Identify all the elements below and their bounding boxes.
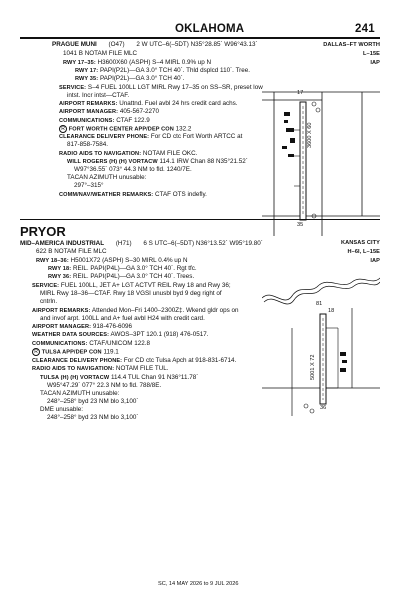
prague-rwy-num-bottom: 35 (297, 222, 304, 228)
prague-airport-diagram (262, 66, 380, 236)
page-number: 241 (355, 23, 375, 35)
header-rule (20, 37, 380, 39)
pryor-line2: 622 B NOTAM FILE MLC (36, 248, 107, 255)
prague-chart-1: L–15E (363, 51, 380, 57)
pryor-tacan-2: 248°–258° byd 23 NM blo 3,100´ (47, 398, 139, 405)
separator-rule (20, 219, 380, 220)
prague-rwy-num-top: 17 (297, 90, 304, 96)
pryor-rwy36: RWY 36: REIL. PAPI(P4L)—GA 3.0° TCH 40´. Trees. (48, 273, 195, 280)
prague-manager: AIRPORT MANAGER: 405-567-2270 (59, 108, 160, 115)
pryor-rwy-num-bottom: 36 (320, 405, 327, 411)
prague-comms: COMMUNICATIONS: CTAF 122.9 (59, 117, 150, 124)
prague-diagram-svg (262, 66, 380, 236)
prague-rwy35: RWY 35: PAPI(P2L)—GA 3.0° TCH 40´. (75, 75, 185, 82)
prague-rwy17: RWY 17: PAPI(P2L)—GA 3.0° TCH 40´. Thld dsplcd 110´. Tree. (75, 67, 251, 74)
pryor-radio: RADIO AIDS TO NAVIGATION: NOTAM FILE TUL. (32, 365, 169, 372)
pryor-header-rest: 6 S UTC–6(–5DT) N36°13.52´ W95°19.80´ (143, 240, 263, 247)
pryor-chart-2: IAP (370, 258, 380, 264)
prague-vortac-2: W97°36.55´ 073° 44.3 NM to fld. 1240/7E. (74, 166, 192, 173)
pryor-service-3: cntrln. (40, 298, 58, 305)
prague-tacan-2: 297°–315° (74, 182, 104, 189)
prague-service-2: intst. Incr intst—CTAF. (67, 92, 130, 99)
prague-clearance-2: 817-858-7584. (67, 141, 108, 148)
pryor-tacan: TACAN AZIMUTH unusable: (40, 390, 120, 397)
pryor-manager: AIRPORT MANAGER: 918-476-6096 (32, 323, 133, 330)
prague-tacan: TACAN AZIMUTH unusable: (67, 174, 147, 181)
prague-comm-nav: COMM/NAV/WEATHER REMARKS: CTAF OTS indefly. (59, 191, 207, 198)
pryor-dme-2: 248°–258° byd 23 NM blo 3,100´ (47, 414, 139, 421)
page-footer: SC, 14 MAY 2026 to 9 JUL 2026 (158, 581, 239, 587)
pryor-ident: (H71) (115, 240, 132, 247)
pryor-weather: WEATHER DATA SOURCES: AWOS–3PT 120.1 (918) 476-0517. (32, 331, 209, 338)
prague-appdep: R FORT WORTH CENTER APP/DEP CON 132.2 (59, 125, 191, 135)
pryor-rwy18: RWY 18: REIL. PAPI(P4L)—GA 3.0° TCH 40´. Rgt tfc. (48, 265, 197, 272)
prague-vortac: WILL ROGERS (H) (H) VORTACW 114.1 IRW Chan 88 N35°21.52´ (67, 158, 248, 165)
pryor-remarks-2: and invof arpt. 100LL and A+ fuel avbl H24 with credit card. (40, 315, 205, 322)
pryor-city-heading: PRYOR (20, 224, 66, 239)
pryor-vortac-2: W95°47.29´ 077° 22.3 NM to fld. 788/8E. (47, 382, 162, 389)
pryor-airport-diagram (262, 268, 380, 416)
pryor-appdep: R TULSA APP/DEP CON 119.1 (32, 348, 119, 358)
pryor-chart-1: H–6I, L–15E (347, 249, 380, 255)
pryor-rwy: RWY 18–36: H5001X72 (ASPH) S–30 MIRL 0.4% up N (36, 257, 188, 264)
pryor-region: KANSAS CITY (340, 240, 380, 246)
pryor-vortac: TULSA (H) (H) VORTACW 114.4 TUL Chan 91 N36°11.78´ (40, 374, 199, 381)
prague-line2: 1041 B NOTAM FILE MLC (63, 50, 138, 57)
pryor-service-2: MIRL Rwy 18–36—CTAF. Rwy 18 VGSI unusbl byd 9 deg right of (40, 290, 222, 297)
pryor-title-line (20, 240, 263, 248)
star-icon: R (32, 348, 40, 356)
pryor-service: SERVICE: FUEL 100LL, JET A+ LGT ACTVT REIL Rwy 18 and Rwy 36; (32, 282, 231, 289)
pryor-comms: COMMUNICATIONS: CTAF/UNICOM 122.8 (32, 340, 150, 347)
prague-clearance: CLEARANCE DELIVERY PHONE: For CD ctc Fort Worth ARTCC at (59, 133, 243, 140)
prague-service: SERVICE: S–4 FUEL 100LL LGT MIRL Rwy 17–35 on SS–SR, preset low (59, 84, 263, 91)
prague-ident: (O47) (108, 41, 125, 48)
prague-remarks: AIRPORT REMARKS: Unattnd. Fuel avbl 24 hrs credit card achs. (59, 100, 238, 107)
prague-chart-2: IAP (370, 60, 380, 66)
prague-header-rest: 2 W UTC–6(–5DT) N35°28.85´ W96°43.13´ (136, 41, 258, 48)
pryor-diagram-svg (262, 268, 380, 416)
prague-airport-name: PRAGUE MUNI (52, 41, 97, 48)
pryor-remarks: AIRPORT REMARKS: Attended Mon–Fri 1400–2300Z‡. Wkend gldr ops on (32, 307, 239, 314)
pryor-rwy-length: 5001 X 72 (310, 354, 316, 380)
pryor-dme: DME unusable: (40, 406, 84, 413)
pryor-rwy-num-top: 18 (328, 308, 335, 314)
pryor-airport-name: MID–AMERICA INDUSTRIAL (20, 240, 105, 247)
pryor-elev-value: 81 (316, 301, 323, 307)
pryor-clearance: CLEARANCE DELIVERY PHONE: For CD ctc Tulsa Apch at 918-831-6714. (32, 357, 237, 364)
state-title: OKLAHOMA (175, 23, 245, 35)
prague-rwy-length: 3600 X 60 (307, 122, 313, 148)
prague-radio: RADIO AIDS TO NAVIGATION: NOTAM FILE OKC. (59, 150, 198, 157)
prague-rwy: RWY 17–35: H3600X60 (ASPH) S–4 MIRL 0.9% up N (63, 59, 212, 66)
prague-region: DALLAS–FT WORTH (323, 42, 380, 48)
star-icon: R (59, 125, 67, 133)
prague-title-line (52, 41, 258, 49)
